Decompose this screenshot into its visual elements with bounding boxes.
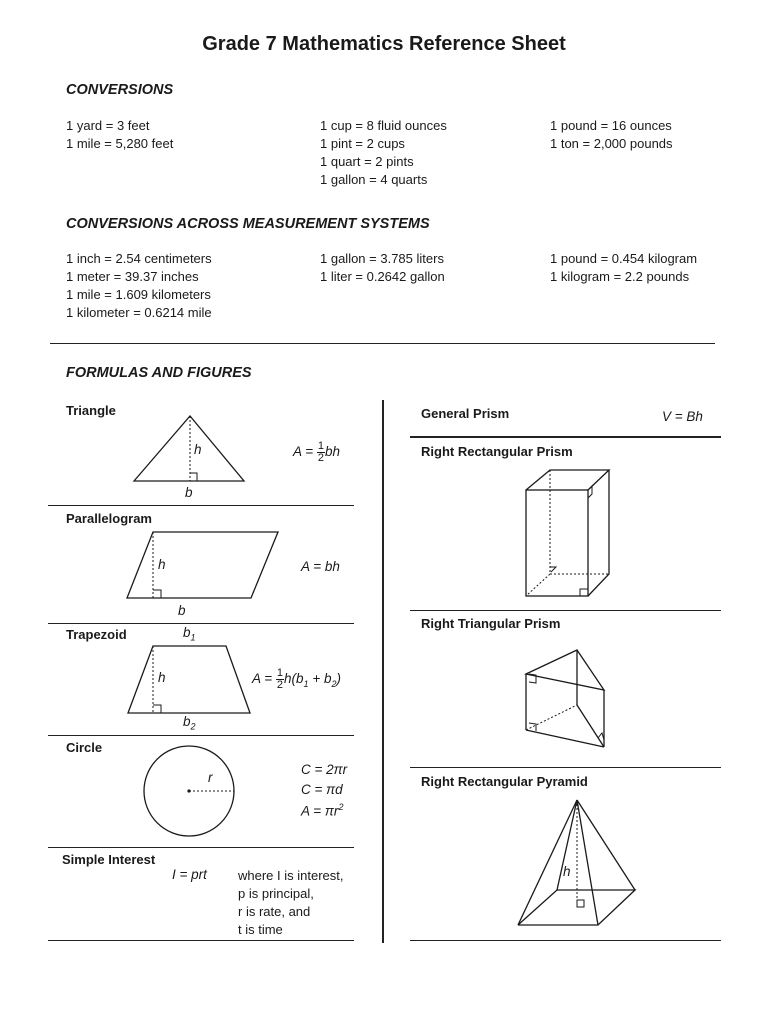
conversion-line: 1 pint = 2 cups	[320, 136, 405, 151]
conversions-heading: CONVERSIONS	[66, 82, 174, 98]
numerator: 1	[317, 440, 325, 452]
b-letter: b	[183, 714, 191, 729]
b-letter: b	[183, 625, 191, 640]
page-title: Grade 7 Mathematics Reference Sheet	[202, 33, 566, 55]
tri-prism-label: Right Triangular Prism	[421, 616, 561, 631]
rect-prism-label: Right Rectangular Prism	[421, 444, 573, 459]
pyramid-edge	[577, 800, 635, 890]
definition-line: r is rate, and	[238, 904, 311, 919]
pyramid-edge	[518, 800, 577, 925]
conversion-line: 1 kilogram = 2.2 pounds	[550, 269, 690, 284]
conversion-line: 1 mile = 1.609 kilometers	[66, 287, 211, 302]
conversion-line: 1 kilometer = 0.6214 mile	[66, 305, 212, 320]
circle-diameter-formula: C = πd	[301, 782, 343, 797]
formula-part: h(b	[284, 671, 304, 687]
conversion-line: 1 mile = 5,280 feet	[66, 136, 174, 151]
conversion-line: 1 gallon = 3.785 liters	[320, 251, 444, 266]
conversion-line: 1 cup = 8 fluid ounces	[320, 118, 447, 133]
denominator: 2	[317, 452, 325, 464]
definition-line: p is principal,	[238, 886, 314, 901]
circle-r-label: r	[208, 770, 213, 785]
conversion-line: 1 inch = 2.54 centimeters	[66, 251, 212, 266]
formula-lhs: A =	[293, 444, 314, 460]
triangle-label: Triangle	[66, 403, 116, 418]
parallelogram-label: Parallelogram	[66, 511, 152, 526]
conversion-line: 1 yard = 3 feet	[66, 118, 150, 133]
conversion-line: 1 quart = 2 pints	[320, 154, 414, 169]
denominator: 2	[276, 679, 284, 691]
trapezoid-h-label: h	[158, 670, 166, 685]
triangle-h-label: h	[194, 442, 202, 457]
definition-line: t is time	[238, 922, 283, 937]
formula-part: )	[336, 671, 341, 687]
conversion-line: 1 gallon = 4 quarts	[320, 172, 428, 187]
parallelogram-area-formula: A = bh	[301, 559, 340, 574]
trapezoid-label: Trapezoid	[66, 627, 127, 642]
circle-label: Circle	[66, 740, 103, 755]
pyramid-edge	[577, 800, 598, 925]
subscript: 1	[303, 678, 309, 689]
conversion-line: 1 meter = 39.37 inches	[66, 269, 199, 284]
general-prism-formula: V = Bh	[662, 409, 703, 424]
across-systems-heading: CONVERSIONS ACROSS MEASUREMENT SYSTEMS	[66, 216, 430, 232]
formula-lhs: A =	[252, 671, 273, 687]
formula-part: A = πr	[301, 803, 339, 819]
superscript: 2	[338, 802, 344, 812]
right-angle-marker	[577, 900, 584, 907]
parallelogram-h-label: h	[158, 557, 166, 572]
pyramid-h-label: h	[563, 864, 571, 879]
formula-part: + b	[308, 671, 332, 687]
subscript: 1	[190, 632, 196, 643]
pyramid-label: Right Rectangular Pyramid	[421, 774, 588, 789]
conversion-line: 1 pound = 16 ounces	[550, 118, 672, 133]
general-prism-label: General Prism	[421, 406, 510, 421]
definition-line: where I is interest,	[238, 868, 344, 883]
conversion-line: 1 pound = 0.454 kilogram	[550, 251, 698, 266]
numerator: 1	[276, 667, 284, 679]
formula-rhs: bh	[325, 444, 341, 460]
formulas-heading: FORMULAS AND FIGURES	[66, 365, 252, 381]
conversion-line: 1 liter = 0.2642 gallon	[320, 269, 445, 284]
simple-interest-formula: I = prt	[172, 867, 207, 882]
simple-interest-label: Simple Interest	[62, 852, 156, 867]
parallelogram-b-label: b	[178, 603, 186, 618]
conversion-line: 1 ton = 2,000 pounds	[550, 136, 673, 151]
subscript: 2	[331, 678, 337, 689]
circle-circumference-formula: C = 2πr	[301, 762, 348, 777]
triangle-b-label: b	[185, 485, 193, 500]
subscript: 2	[190, 721, 196, 732]
